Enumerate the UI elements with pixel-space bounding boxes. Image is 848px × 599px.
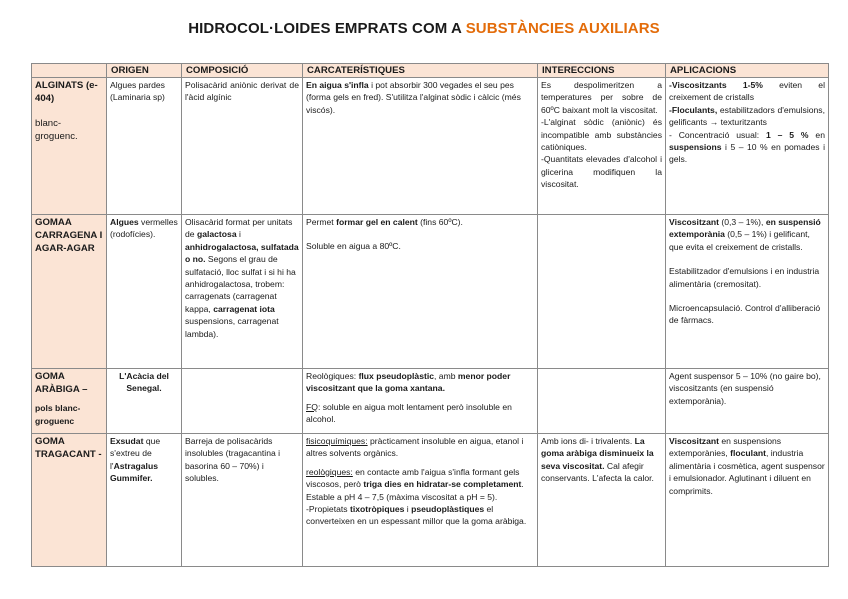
app-text: eviten el creixement de cristalls (669, 80, 825, 103)
comp-text: Olisacàrid format per unitats de (185, 217, 293, 240)
char-bold: En aigua s'infla (306, 80, 369, 90)
char-text: Soluble en aigua a 80ºC. (306, 241, 401, 252)
caracteristiques-cell (303, 369, 538, 434)
header-empty (32, 64, 107, 78)
app-text: , industria alimentària i cosmètica, agent suspensor i emulsionador. Aglutinant i diluent en comprimits. (669, 448, 825, 496)
origen-cell: L'Acàcia del Senegal. (107, 369, 182, 434)
table-row (32, 434, 829, 567)
caracteristiques-cell (303, 78, 538, 215)
header-composicio: COMPOSICIÓ (182, 64, 303, 78)
row-name: GOMA ARÀBIGA – (35, 371, 88, 395)
origen-bold: Exsudat (110, 436, 144, 446)
hydrocolloid-table (31, 63, 829, 567)
interaction-line: -L'alginat sòdic (aniònic) és incompatible amb substàncies catiòniques. (541, 117, 662, 153)
char-text: Reològiques: (306, 371, 359, 381)
app-text: Estabilitzador d'emulsions i en industria alimentària (cremositat). (669, 266, 820, 289)
app-text: en (808, 129, 825, 140)
app-bold: -Viscositzants 1-5% (669, 80, 763, 90)
interaccions-cell (538, 215, 666, 369)
origen-cell (107, 434, 182, 567)
char-text: i (404, 504, 412, 515)
composicio-cell: Barreja de polisacàrids insolubles (tragacantina i basorina 60 – 70%) i solubles. (182, 434, 303, 567)
char-text: : soluble en aigua molt lentament però insoluble en alcohol. (306, 401, 512, 425)
app-bold: 1 – 5 % (766, 129, 809, 140)
char-text: Estable a pH 4 – 7,5 (màxima viscositat a pH = 5). (306, 491, 498, 502)
aplicacions-cell (666, 78, 829, 215)
app-bold: floculant (730, 448, 766, 459)
interaccions-cell (538, 78, 666, 215)
header-caracteristiques: CARCATERÍSTIQUES (303, 64, 538, 78)
aplicacions-cell (666, 215, 829, 369)
char-text: , amb (434, 371, 458, 381)
app-bold: Viscositzant (669, 436, 719, 446)
header-origen: ORIGEN (107, 64, 182, 78)
char-underline: reològiques: (306, 466, 353, 477)
origen-cell: Algues pardes (Laminaria sp) (107, 78, 182, 215)
table-row (32, 78, 829, 215)
comp-text: i (236, 229, 241, 240)
char-text: Permet (306, 217, 337, 227)
app-text: Microencapsulació. Control d'alliberació de fàrmacs. (669, 303, 821, 326)
char-bold: flux pseudoplàstic (358, 371, 435, 381)
char-text: -Propietats (306, 504, 350, 515)
app-text: i 5 – 10 % en pomades i gels. (669, 142, 825, 165)
composicio-cell: Polisacàrid aniònic derivat de l'àcid algínic (182, 78, 303, 215)
row-name-cell (32, 215, 107, 369)
comp-bold: anhidrogalactosa, sulfatada o no. (185, 241, 299, 265)
interaction-line: -Quantitats elevades d'alcohol i glicerina modifiquen la viscositat. (541, 154, 662, 190)
char-text: en contacte amb l'aigua s'infla formant gels viscosos, però (306, 466, 520, 490)
comp-bold: carragenat iota (213, 303, 275, 314)
page-title (0, 20, 848, 37)
caracteristiques-cell (303, 215, 538, 369)
interaction-text: Cal afegir conservants. L'afecta la calor. (541, 460, 654, 484)
row-name-cell (32, 434, 107, 567)
row-name-cell (32, 369, 107, 434)
char-bold: tixotròpiques (349, 504, 405, 515)
aplicacions-cell (666, 434, 829, 567)
char-bold: formar gel en calent (336, 217, 418, 227)
char-text: (fins 60ºC). (417, 217, 463, 227)
origen-text: vermelles (rodofícies). (110, 217, 178, 240)
interaction-line: Es despolimeritzen a temperatures per sobre de 60ºC baixant molt la viscositat. (541, 80, 662, 115)
char-underline: fisicoquímiques: (306, 436, 368, 446)
header-row (32, 64, 829, 78)
char-text: el converteixen en un espessant millor que la goma aràbiga. (306, 504, 527, 527)
caracteristiques-cell (303, 434, 538, 567)
row-name: GOMAA CARRAGENA I AGAR-AGAR (35, 217, 103, 254)
row-name: ALGINATS (e-404) (35, 80, 98, 104)
row-name-cell (32, 78, 107, 215)
char-underline: FQ (306, 401, 318, 412)
origen-cell (107, 215, 182, 369)
origen-bold: Astragalus Gummifer. (110, 460, 158, 484)
app-text: (0,5 – 1%) i gelificant, que evita el creixement de cristalls. (669, 229, 810, 252)
app-bold: suspensions (669, 142, 722, 153)
title-main: HIDROCOL·LOIDES EMPRATS COM A (188, 20, 466, 37)
app-bold: Viscositzant (669, 217, 719, 227)
app-bold: en suspensió extemporània (669, 217, 821, 240)
char-text: . (521, 479, 524, 490)
char-text: i pot absorbir 300 vegades el seu pes (forma gels en fred). S'utilitza l'alginat sòdic i càlcic (més viscós). (306, 80, 521, 115)
comp-text: suspensions, carragenat lambda). (185, 316, 279, 339)
header-interaccions: INTERECCIONS (538, 64, 666, 78)
interaction-bold: La goma aràbiga disminueix la seva viscositat. (541, 436, 654, 471)
app-text: - Concentració usual: (669, 129, 767, 140)
interaccions-cell (538, 434, 666, 567)
char-bold: triga dies en hidratar-se completament (363, 479, 522, 490)
origen-bold: Algues (110, 217, 139, 227)
composicio-cell (182, 369, 303, 434)
char-bold: menor poder viscositzant que la goma xantana. (306, 371, 511, 394)
app-text: en suspensions extemporànies, (669, 436, 782, 459)
interaccions-cell (538, 369, 666, 434)
app-text: (0,3 – 1%), (719, 217, 766, 227)
app-bold: -Floculants, (669, 104, 718, 115)
aplicacions-cell: Agent suspensor 5 – 10% (no gaire bo), viscositzants (en suspensió extemporània). (666, 369, 829, 434)
comp-bold: galactosa (196, 229, 237, 240)
row-name-note: blanc-groguenc. (35, 118, 78, 142)
header-aplicacions: APLICACIONS (666, 64, 829, 78)
origen-text: que s'extreu de l' (110, 436, 161, 471)
table-row (32, 369, 829, 434)
app-text: estabilitzadors d'emulsions, gelificants → texturitzants (669, 104, 825, 128)
row-name: GOMA TRAGACANT - (35, 436, 102, 460)
title-accent: SUBSTÀNCIES AUXILIARS (465, 20, 660, 37)
char-bold: pseudoplàstiques (411, 504, 485, 515)
char-text: pràcticament insoluble en aigua, etanol i altres solvents orgànics. (306, 436, 524, 459)
row-name-note: pols blanc-groguenc (35, 403, 81, 426)
interaction-text: Amb ions di- i trivalents. (541, 436, 635, 446)
composicio-cell (182, 215, 303, 369)
comp-text: Segons el grau de sulfatació, lloc sulfat i si hi ha anhidrogalactosa, trobem: carragenats (carragenat kappa, (185, 254, 296, 314)
table-row (32, 215, 829, 369)
